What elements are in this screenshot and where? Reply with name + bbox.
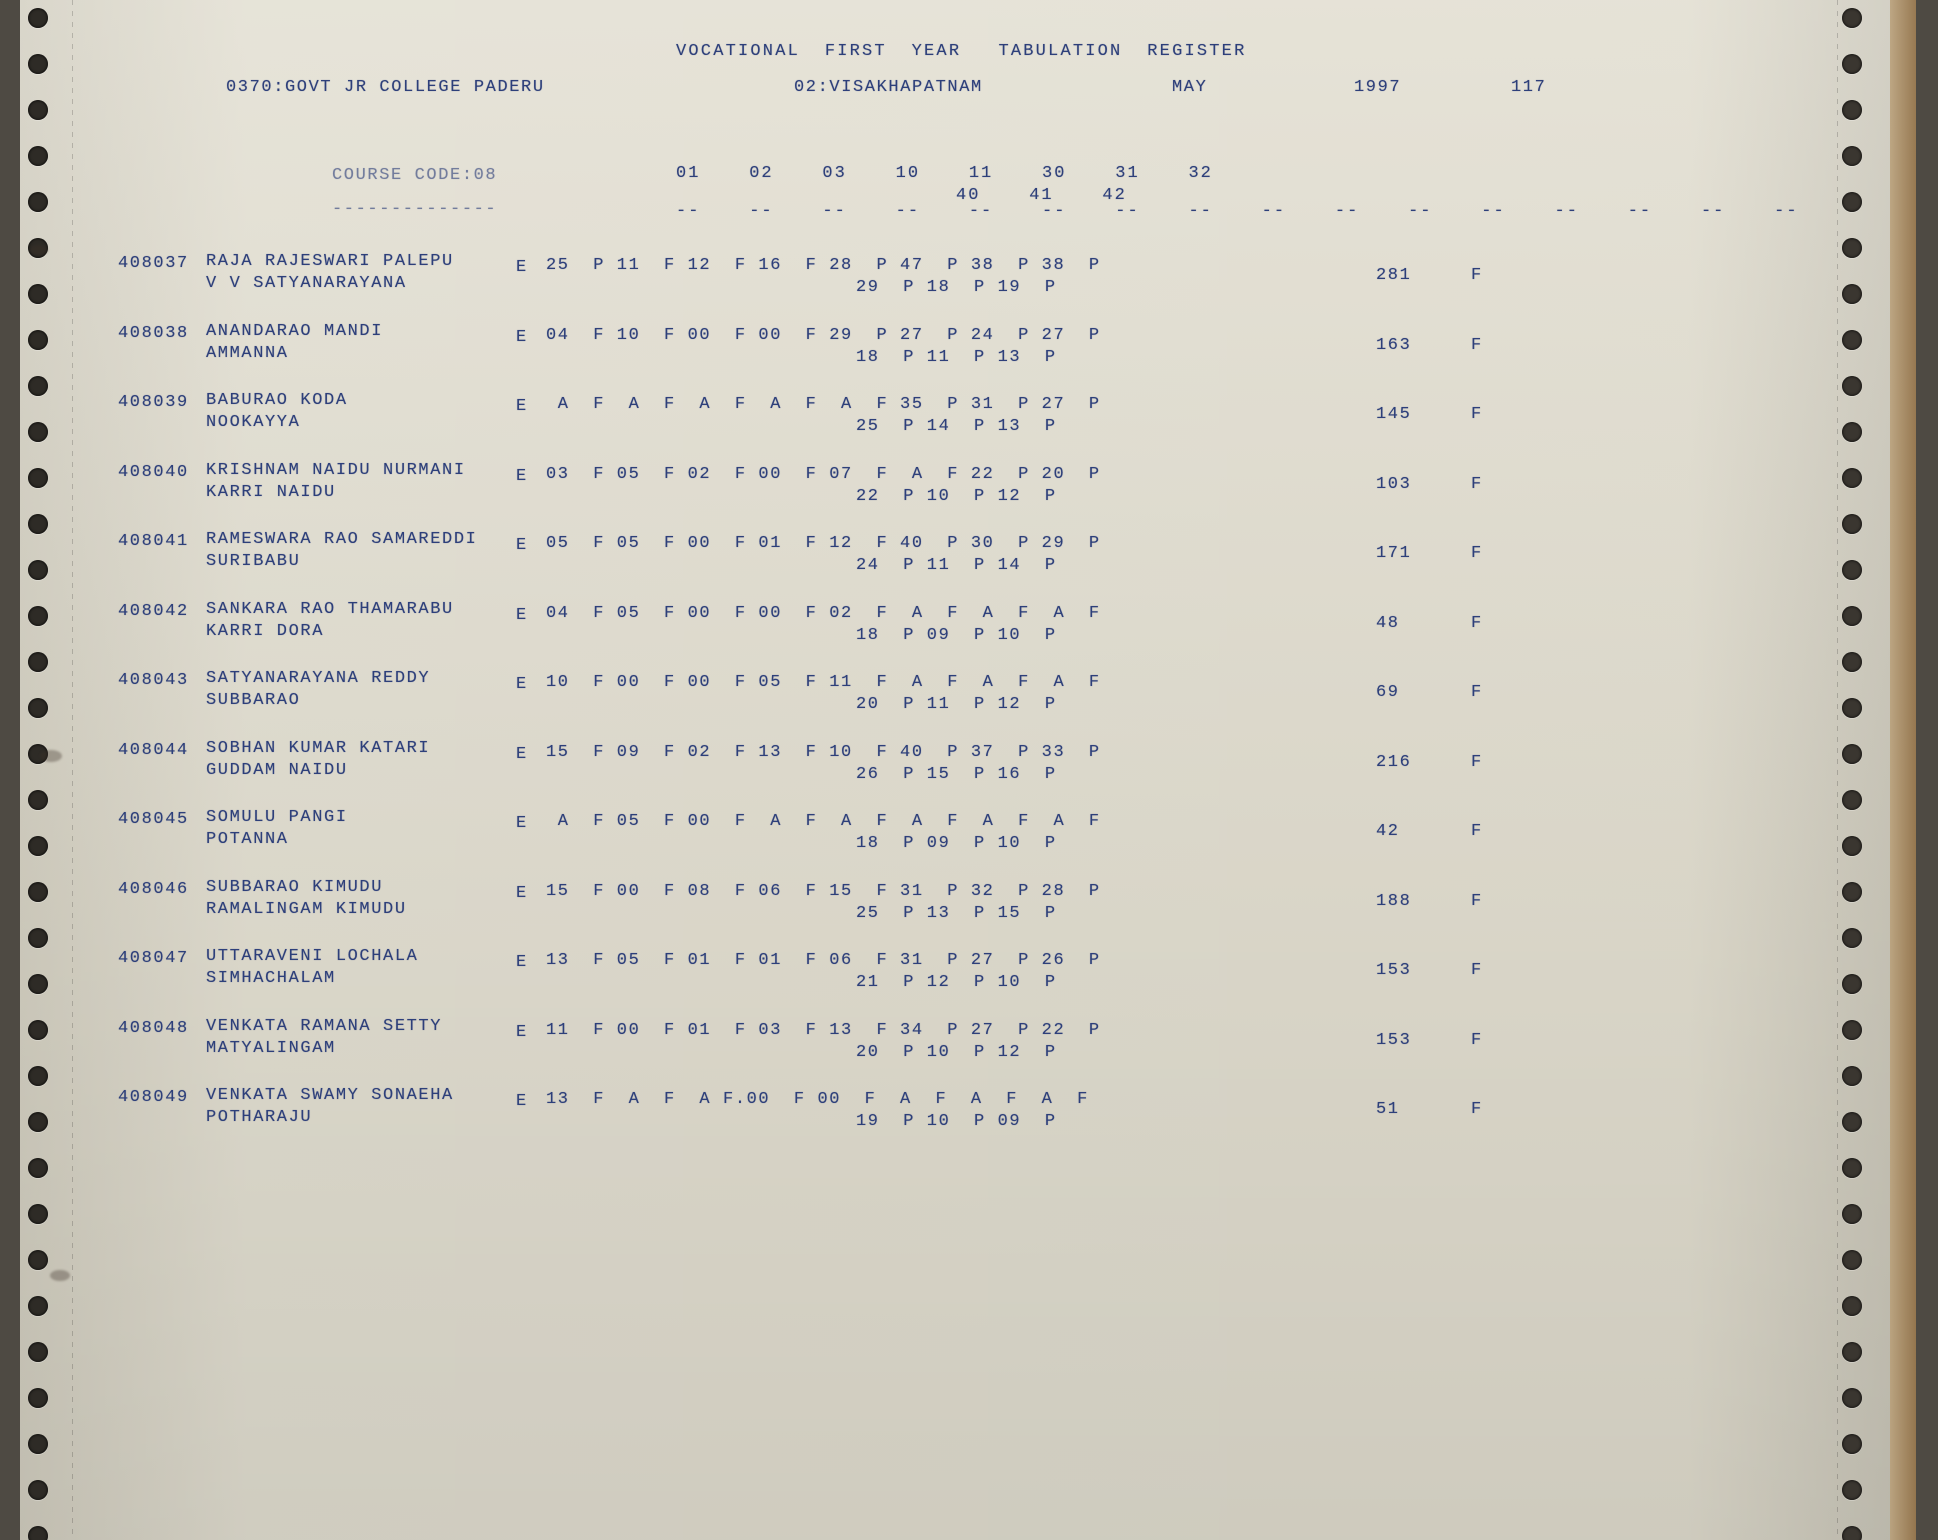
student-name: SUBBARAO KIMUDU (206, 877, 384, 897)
subject-codes-row-1: 01 02 03 10 11 30 31 32 (676, 164, 1213, 183)
father-name: SURIBABU (206, 552, 301, 571)
marks-row-2: 26 P 15 P 16 P (856, 764, 1057, 784)
total-marks: 153 (1376, 961, 1412, 980)
feed-hole (28, 514, 48, 534)
feed-hole (28, 1342, 48, 1362)
feed-hole (28, 100, 48, 120)
college-name: 0370:GOVT JR COLLEGE PADERU (226, 78, 545, 97)
feed-hole (28, 1066, 48, 1086)
register-number: 408042 (118, 601, 189, 621)
total-marks: 153 (1376, 1030, 1412, 1050)
student-name: SOBHAN KUMAR KATARI (206, 738, 431, 758)
marks-row-2: 25 P 14 P 13 P (856, 417, 1057, 436)
exam-flag: E (516, 953, 528, 972)
father-name: NOOKAYYA (206, 413, 301, 432)
father-name: MATYALINGAM (206, 1038, 336, 1058)
marks-row-1: 11 F 00 F 01 F 03 F 13 F 34 P 27 P 22 P (546, 1020, 1101, 1040)
register-number: 408039 (118, 393, 189, 412)
register-number: 408044 (118, 740, 189, 760)
feed-hole (28, 698, 48, 718)
result-flag: F (1471, 1100, 1483, 1119)
feed-hole (28, 54, 48, 74)
marks-row-1: 03 F 05 F 02 F 00 F 07 F A F 22 P 20 P (546, 464, 1101, 484)
exam-flag: E (516, 605, 528, 625)
scanner-bed-left-margin (0, 0, 20, 1540)
exam-flag: E (516, 744, 528, 764)
marks-row-1: 13 F A F A F.00 F 00 F A F A F A F (546, 1090, 1089, 1109)
father-name: GUDDAM NAIDU (206, 760, 348, 780)
feed-hole (28, 1020, 48, 1040)
course-code-label: COURSE CODE:08 (332, 166, 498, 185)
feed-hole (28, 1112, 48, 1132)
tractor-feed-holes-left (20, 0, 76, 1540)
total-marks: 48 (1376, 613, 1400, 633)
student-name: ANANDARAO MANDI (206, 321, 384, 341)
result-flag: F (1471, 474, 1483, 494)
column-dashes: -- -- -- -- -- -- -- -- -- -- -- -- -- -- -- -- (676, 202, 1799, 221)
father-name: AMMANNA (206, 343, 289, 363)
total-marks: 69 (1376, 683, 1400, 702)
feed-hole (28, 606, 48, 626)
feed-hole (28, 1434, 48, 1454)
father-name: RAMALINGAM KIMUDU (206, 899, 407, 919)
subject-codes-row-2: 40 41 42 (956, 186, 1127, 205)
exam-month: MAY (1172, 78, 1208, 97)
feed-hole (28, 1158, 48, 1178)
result-flag: F (1471, 405, 1483, 424)
feed-hole (28, 1296, 48, 1316)
marks-row-2: 20 P 10 P 12 P (856, 1042, 1057, 1062)
father-name: V V SATYANARAYANA (206, 274, 407, 293)
exam-flag: E (516, 327, 528, 347)
exam-flag: E (516, 397, 528, 416)
exam-flag: E (516, 258, 528, 277)
student-name: VENKATA RAMANA SETTY (206, 1016, 443, 1036)
register-number: 408046 (118, 879, 189, 899)
marks-row-2: 19 P 10 P 09 P (856, 1112, 1057, 1131)
register-number: 408047 (118, 949, 189, 968)
marks-row-2: 25 P 13 P 15 P (856, 903, 1057, 923)
student-name: RAMESWARA RAO SAMAREDDI (206, 530, 478, 549)
feed-hole (28, 928, 48, 948)
student-name: BABURAO KODA (206, 391, 348, 410)
feed-hole (28, 882, 48, 902)
continuous-form-paper (20, 0, 1916, 1540)
total-marks: 216 (1376, 752, 1412, 772)
feed-hole (28, 560, 48, 580)
student-name: RAJA RAJESWARI PALEPU (206, 252, 454, 271)
paper-stack-edge (1890, 0, 1916, 1540)
father-name: KARRI NAIDU (206, 482, 336, 502)
result-flag: F (1471, 544, 1483, 563)
feed-hole (28, 1250, 48, 1270)
register-number: 408040 (118, 462, 189, 482)
exam-flag: E (516, 1022, 528, 1042)
exam-year: 1997 (1354, 78, 1402, 97)
marks-row-2: 22 P 10 P 12 P (856, 486, 1057, 506)
feed-hole (28, 974, 48, 994)
marks-row-1: 13 F 05 F 01 F 01 F 06 F 31 P 27 P 26 P (546, 951, 1101, 970)
perforation-line-left (72, 0, 73, 1540)
marks-row-1: 25 P 11 F 12 F 16 F 28 P 47 P 38 P 38 P (546, 256, 1101, 275)
page-number: 117 (1511, 78, 1547, 97)
feed-hole (28, 192, 48, 212)
marks-row-1: A F A F A F A F A F 35 P 31 P 27 P (546, 395, 1101, 414)
register-number: 408041 (118, 532, 189, 551)
result-flag: F (1471, 961, 1483, 980)
scanner-bed-right-margin (1916, 0, 1938, 1540)
paper-smudge (50, 1270, 70, 1281)
feed-hole (28, 1204, 48, 1224)
course-code-underline: -------------- (332, 200, 498, 219)
student-name: UTTARAVENI LOCHALA (206, 947, 419, 966)
marks-row-2: 29 P 18 P 19 P (856, 278, 1057, 297)
marks-row-2: 21 P 12 P 10 P (856, 973, 1057, 992)
marks-row-1: 04 F 05 F 00 F 00 F 02 F A F A F A F (546, 603, 1101, 623)
paper-smudge (40, 750, 62, 762)
marks-row-1: 15 F 00 F 08 F 06 F 15 F 31 P 32 P 28 P (546, 881, 1101, 901)
printed-sheet (76, 0, 1866, 1540)
feed-hole (28, 1388, 48, 1408)
result-flag: F (1471, 266, 1483, 285)
feed-hole (28, 1480, 48, 1500)
marks-row-1: 05 F 05 F 00 F 01 F 12 F 40 P 30 P 29 P (546, 534, 1101, 553)
marks-row-1: A F 05 F 00 F A F A F A F A F A F (546, 812, 1101, 831)
feed-hole (28, 8, 48, 28)
feed-hole (28, 836, 48, 856)
father-name: SUBBARAO (206, 691, 301, 710)
register-number: 408038 (118, 323, 189, 343)
exam-flag: E (516, 883, 528, 903)
result-flag: F (1471, 683, 1483, 702)
register-number: 408043 (118, 671, 189, 690)
total-marks: 103 (1376, 474, 1412, 494)
total-marks: 281 (1376, 266, 1412, 285)
student-name: VENKATA SWAMY SONAEHA (206, 1086, 454, 1105)
feed-hole (28, 422, 48, 442)
feed-hole (28, 790, 48, 810)
total-marks: 51 (1376, 1100, 1400, 1119)
result-flag: F (1471, 613, 1483, 633)
total-marks: 163 (1376, 335, 1412, 355)
exam-flag: E (516, 466, 528, 486)
register-number: 408049 (118, 1088, 189, 1107)
marks-row-1: 04 F 10 F 00 F 00 F 29 P 27 P 24 P 27 P (546, 325, 1101, 345)
father-name: POTANNA (206, 830, 289, 849)
page-title: VOCATIONAL FIRST YEAR TABULATION REGISTER (676, 42, 1247, 61)
feed-hole (28, 330, 48, 350)
marks-row-1: 15 F 09 F 02 F 13 F 10 F 40 P 37 P 33 P (546, 742, 1101, 762)
result-flag: F (1471, 1030, 1483, 1050)
student-name: SOMULU PANGI (206, 808, 348, 827)
feed-hole (28, 652, 48, 672)
student-name: SANKARA RAO THAMARABU (206, 599, 454, 619)
feed-hole (28, 468, 48, 488)
result-flag: F (1471, 335, 1483, 355)
register-number: 408037 (118, 254, 189, 273)
student-name: KRISHNAM NAIDU NURMANI (206, 460, 466, 480)
total-marks: 42 (1376, 822, 1400, 841)
father-name: KARRI DORA (206, 621, 325, 641)
student-name: SATYANARAYANA REDDY (206, 669, 431, 688)
district-name: 02:VISAKHAPATNAM (794, 78, 983, 97)
exam-flag: E (516, 536, 528, 555)
marks-row-2: 18 P 11 P 13 P (856, 347, 1057, 367)
total-marks: 145 (1376, 405, 1412, 424)
result-flag: F (1471, 822, 1483, 841)
marks-row-2: 18 P 09 P 10 P (856, 834, 1057, 853)
register-number: 408045 (118, 810, 189, 829)
exam-flag: E (516, 814, 528, 833)
result-flag: F (1471, 752, 1483, 772)
feed-hole (28, 146, 48, 166)
paper-smudge (30, 245, 48, 255)
exam-flag: E (516, 1092, 528, 1111)
feed-hole (28, 284, 48, 304)
register-number: 408048 (118, 1018, 189, 1038)
marks-row-2: 24 P 11 P 14 P (856, 556, 1057, 575)
exam-flag: E (516, 675, 528, 694)
feed-hole (28, 376, 48, 396)
result-flag: F (1471, 891, 1483, 911)
marks-row-2: 18 P 09 P 10 P (856, 625, 1057, 645)
total-marks: 171 (1376, 544, 1412, 563)
father-name: SIMHACHALAM (206, 969, 336, 988)
father-name: POTHARAJU (206, 1108, 313, 1127)
marks-row-2: 20 P 11 P 12 P (856, 695, 1057, 714)
marks-row-1: 10 F 00 F 00 F 05 F 11 F A F A F A F (546, 673, 1101, 692)
feed-hole (28, 1526, 48, 1540)
total-marks: 188 (1376, 891, 1412, 911)
